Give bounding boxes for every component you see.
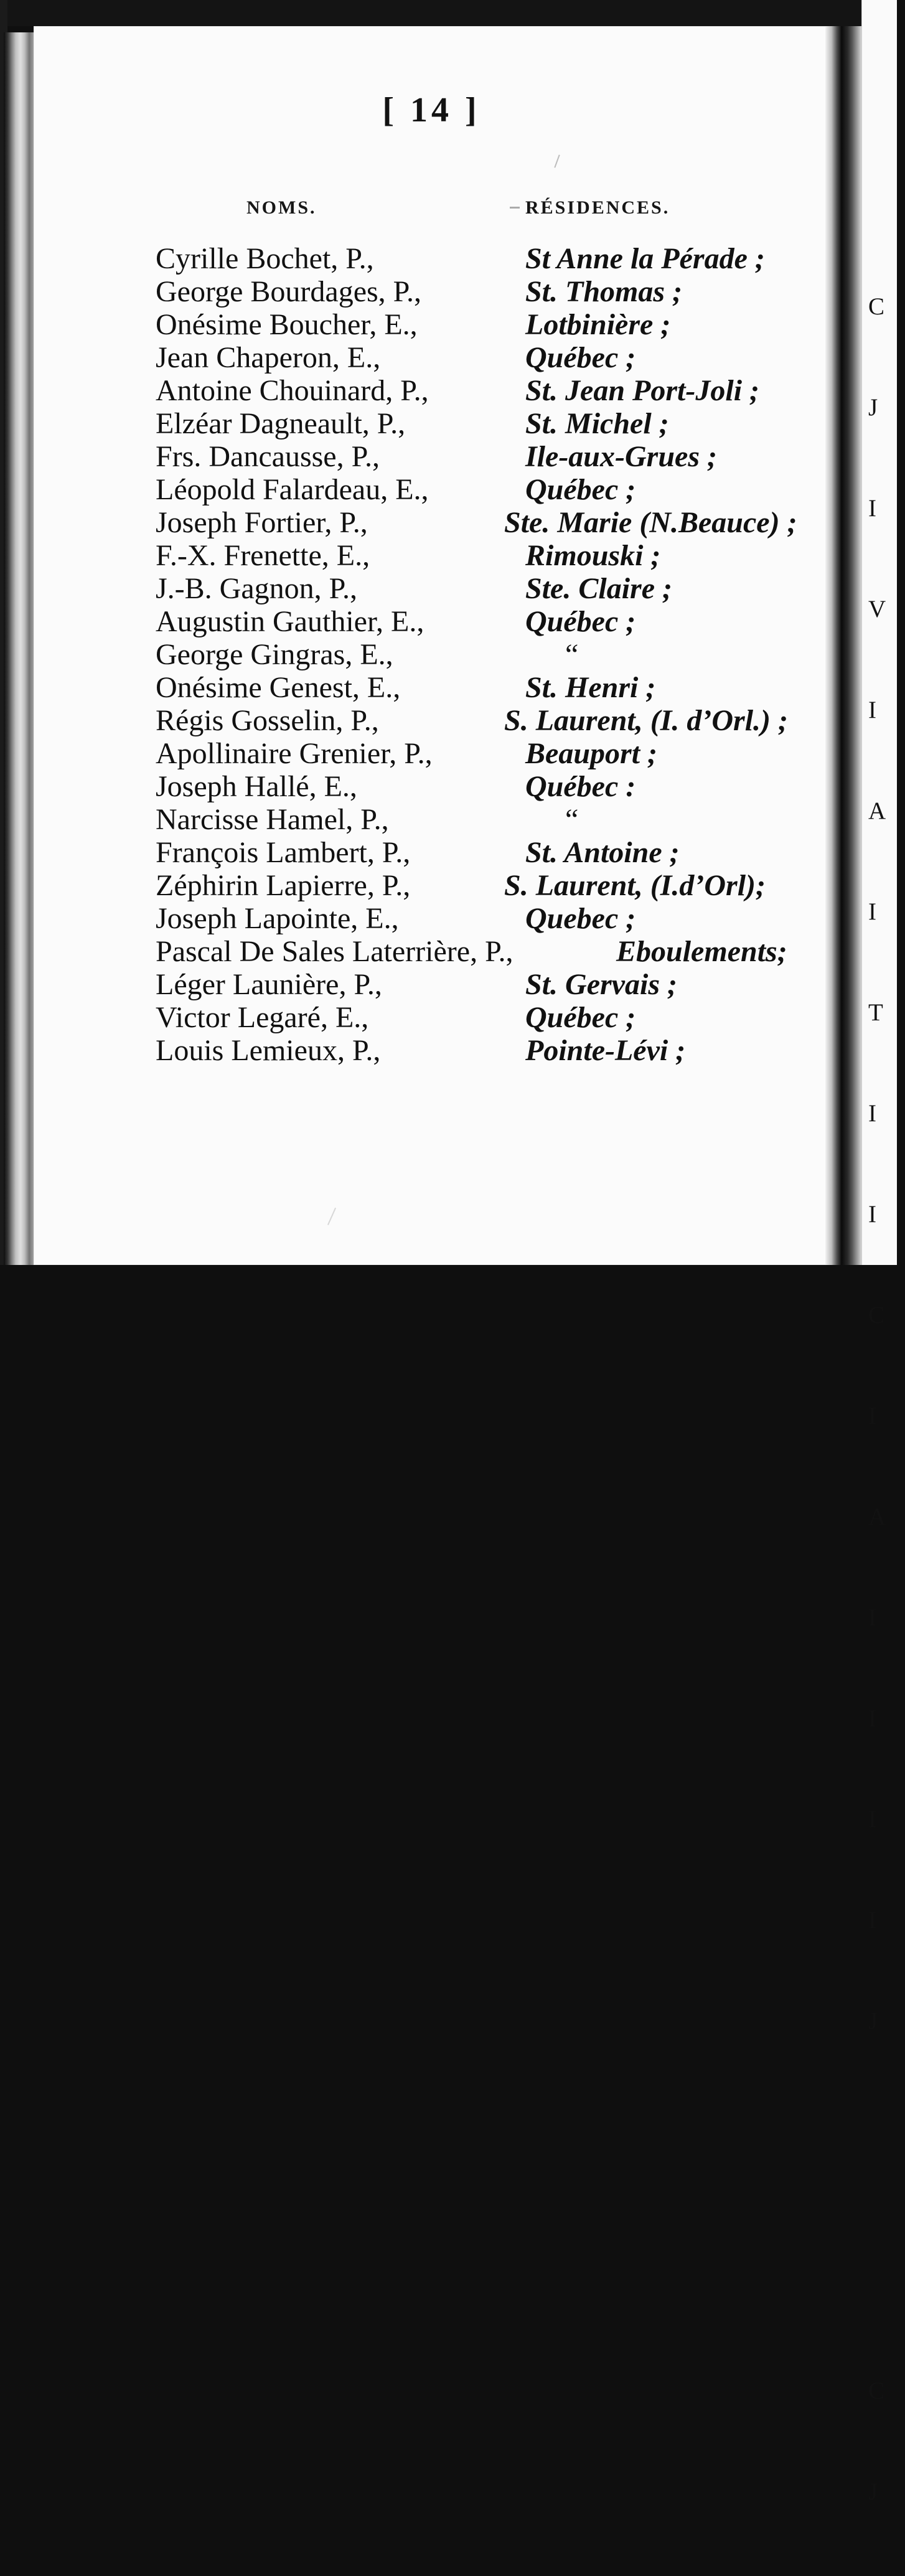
- scan-artifact-dot: [327, 1208, 336, 1225]
- entry-row: [156, 737, 818, 770]
- entry-residence: St. Antoine ;: [525, 836, 680, 869]
- entry-residence: Quebec ;: [525, 902, 636, 935]
- entry-row: [156, 1034, 818, 1067]
- header-dash: [510, 207, 520, 209]
- entry-name: George Bourdages, P.,: [156, 275, 422, 308]
- entry-name: François Lambert, P.,: [156, 836, 411, 869]
- scan-top-shadow: [0, 0, 896, 26]
- entry-residence: Eboulements;: [616, 935, 787, 968]
- entry-residence: Ste. Marie (N.Beauce) ;: [504, 506, 797, 539]
- entry-name: Joseph Fortier, P.,: [156, 506, 368, 539]
- entry-row: [156, 605, 818, 638]
- left-page: [34, 26, 829, 1265]
- next-page-letter: A: [868, 797, 886, 824]
- entry-row: [156, 572, 818, 605]
- entry-name: Elzéar Dagneault, P.,: [156, 407, 406, 440]
- entry-residence: Ile-aux-Grues ;: [525, 440, 717, 473]
- entry-name: Léopold Falardeau, E.,: [156, 473, 429, 506]
- entry-name: Onésime Boucher, E.,: [156, 308, 418, 341]
- entry-residence: St. Henri ;: [525, 671, 656, 704]
- next-page-letter: C: [868, 293, 885, 320]
- next-page-strip: [861, 0, 897, 2505]
- page-number: [ 14 ]: [382, 91, 481, 129]
- next-page-letter: I: [868, 495, 876, 522]
- entry-residence: St Anne la Pérade ;: [525, 242, 765, 275]
- entry-residence: Québec ;: [525, 341, 636, 374]
- entry-residence: “: [565, 638, 579, 671]
- next-page-letter: C: [868, 2377, 885, 2404]
- entry-row: [156, 869, 818, 902]
- entry-name: Louis Lemieux, P.,: [156, 1034, 381, 1067]
- entry-name: Jean Chaperon, E.,: [156, 341, 381, 374]
- next-page-letter: V: [868, 596, 886, 623]
- entry-row: [156, 440, 818, 473]
- entry-row: [156, 242, 818, 275]
- entry-row: [156, 968, 818, 1001]
- entry-residence: “: [565, 803, 579, 836]
- next-page-letter: J: [868, 394, 878, 421]
- entry-name: Apollinaire Grenier, P.,: [156, 737, 433, 770]
- entry-residence: St. Thomas ;: [525, 275, 683, 308]
- entry-row: [156, 506, 818, 539]
- entry-name: Augustin Gauthier, E.,: [156, 605, 424, 638]
- entry-name: Cyrille Bochet, P.,: [156, 242, 374, 275]
- entry-name: J.-B. Gagnon, P.,: [156, 572, 358, 605]
- next-page-letter: I: [868, 1806, 876, 1833]
- entry-row: [156, 770, 818, 803]
- entry-row: [156, 836, 818, 869]
- entry-row: [156, 539, 818, 572]
- column-header-residences: RÉSIDENCES.: [525, 197, 670, 218]
- entry-residence: Lotbinière ;: [525, 308, 671, 341]
- entry-residence: Québec ;: [525, 605, 636, 638]
- next-page-letter: A: [868, 1503, 886, 1530]
- scan-artifact-mark: [554, 154, 560, 167]
- next-page-letter: C: [868, 1302, 885, 1328]
- column-header-names: NOMS.: [246, 197, 317, 218]
- entry-residence: Québec :: [525, 770, 636, 803]
- entry-name: Narcisse Hamel, P.,: [156, 803, 389, 836]
- entry-residence: Rimouski ;: [525, 539, 661, 572]
- entry-row: [156, 902, 818, 935]
- entry-name: Joseph Lapointe, E.,: [156, 902, 399, 935]
- entry-name: George Gingras, E.,: [156, 638, 393, 671]
- next-page-letter: I: [868, 1604, 876, 1631]
- entry-name: Joseph Hallé, E.,: [156, 770, 357, 803]
- next-page-letter: I: [868, 898, 876, 925]
- next-page-letter: I: [868, 1403, 876, 1429]
- next-page-letter: J: [868, 2008, 878, 2034]
- entry-residence: St. Jean Port-Joli ;: [525, 374, 760, 407]
- entry-residence: S. Laurent, (I.d’Orl);: [504, 869, 766, 902]
- entry-row: [156, 341, 818, 374]
- entry-row: [156, 935, 818, 968]
- entry-residence: St. Michel ;: [525, 407, 669, 440]
- next-page-letter: I: [868, 697, 876, 723]
- entry-name: Zéphirin Lapierre, P.,: [156, 869, 411, 902]
- entry-name: Antoine Chouinard, P.,: [156, 374, 429, 407]
- next-page-letter: I: [868, 1907, 876, 1934]
- entry-row: [156, 803, 818, 836]
- entry-name: Victor Legaré, E.,: [156, 1001, 369, 1034]
- entry-name: F.-X. Frenette, E.,: [156, 539, 370, 572]
- book-spine: [825, 26, 864, 1265]
- entry-row: [156, 275, 818, 308]
- entry-row: [156, 407, 818, 440]
- entry-name: Léger Launière, P.,: [156, 968, 382, 1001]
- entry-row: [156, 374, 818, 407]
- entry-residence: Québec ;: [525, 1001, 636, 1034]
- entry-row: [156, 704, 818, 737]
- next-page-letter: I: [868, 1705, 876, 1732]
- entry-residence: Ste. Claire ;: [525, 572, 672, 605]
- next-page-letter: I: [868, 1100, 876, 1127]
- entry-name: Onésime Genest, E.,: [156, 671, 401, 704]
- entry-name: Régis Gosselin, P.,: [156, 704, 379, 737]
- next-page-letter: J: [868, 2478, 878, 2505]
- entry-residence: St. Gervais ;: [525, 968, 677, 1001]
- entry-row: [156, 473, 818, 506]
- entry-residence: Beauport ;: [525, 737, 658, 770]
- entry-residence: Québec ;: [525, 473, 636, 506]
- entry-row: [156, 1001, 818, 1034]
- page-edge-binding: [4, 32, 37, 1265]
- entries-list: [156, 242, 818, 1163]
- entry-row: [156, 671, 818, 704]
- entry-residence: S. Laurent, (I. d’Orl.) ;: [504, 704, 789, 737]
- entry-row: [156, 308, 818, 341]
- entry-residence: Pointe-Lévi ;: [525, 1034, 686, 1067]
- next-page-letter-stack: [868, 223, 897, 2505]
- entry-name: Frs. Dancausse, P.,: [156, 440, 380, 473]
- entry-row: [156, 638, 818, 671]
- next-page-letter: T: [868, 999, 883, 1026]
- entry-name: Pascal De Sales Laterrière, P.,: [156, 935, 513, 968]
- next-page-letter: I: [868, 1201, 876, 1228]
